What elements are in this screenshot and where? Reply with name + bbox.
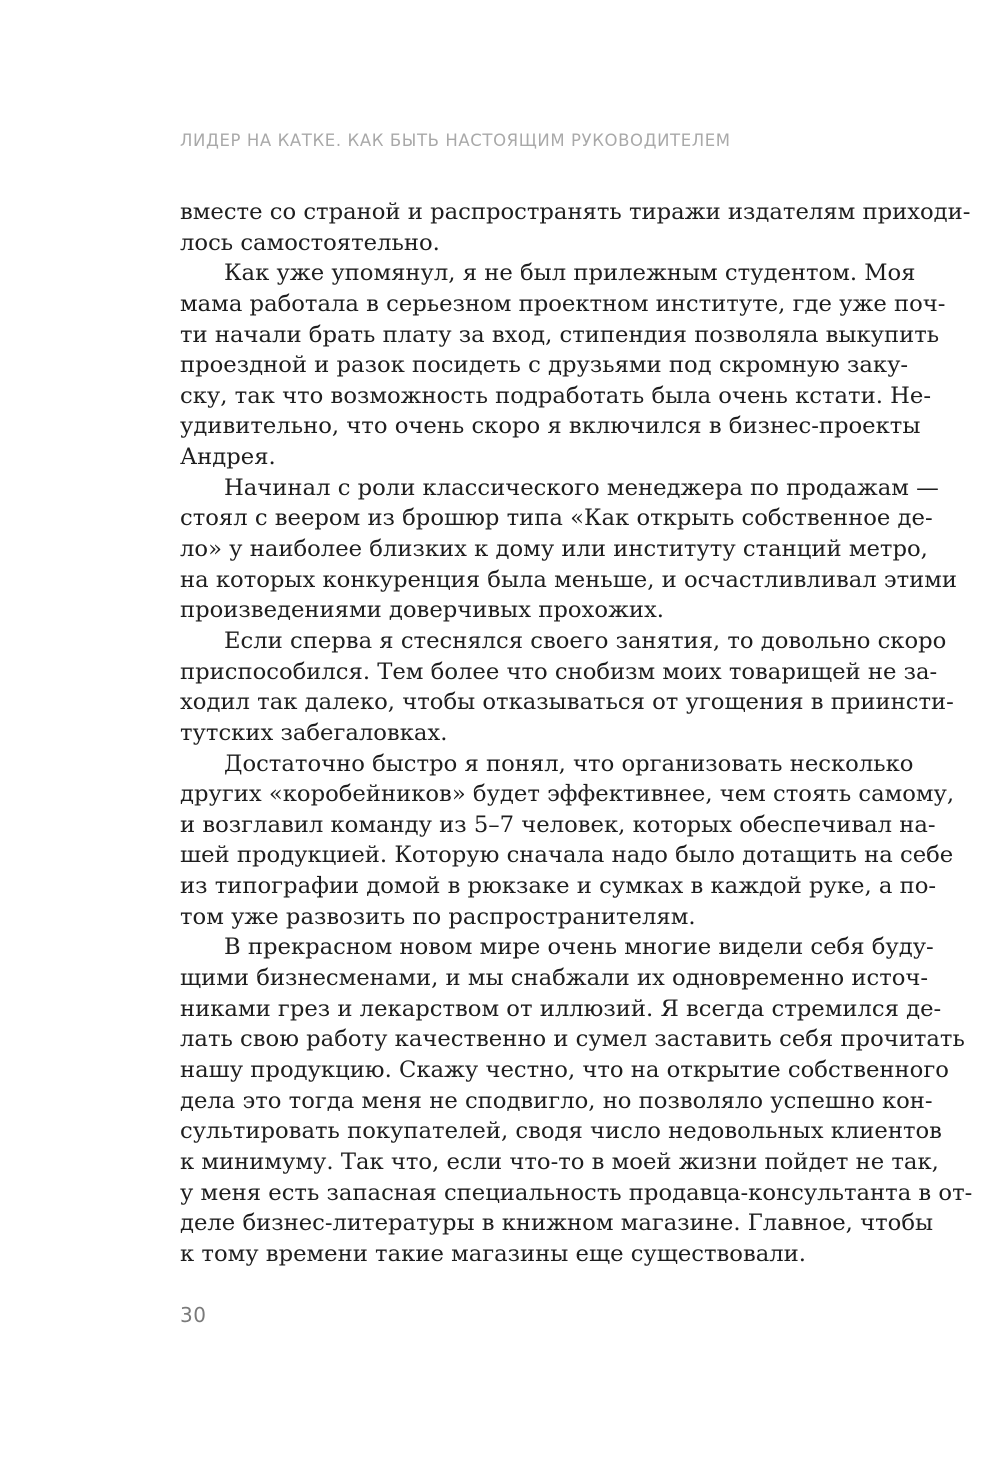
paragraph-first-line: Достаточно быстро я понял, что организовать несколько: [224, 750, 914, 777]
text-line: ти начали брать плату за вход, стипендия позволяла выкупить: [180, 321, 940, 348]
text-line: дела это тогда меня не сподвигло, но позволяло успешно кон-: [180, 1087, 933, 1114]
text-line: и возглавил команду из 5–7 человек, которых обеспечивал на-: [180, 811, 936, 838]
text-line: шей продукцией. Которую сначала надо было дотащить на себе: [180, 842, 954, 869]
text-line: деле бизнес-литературы в книжном магазине. Главное, чтобы: [180, 1210, 934, 1237]
text-line: приспособился. Тем более что снобизм моих товарищей не за-: [180, 658, 938, 685]
text-line: лать свою работу качественно и сумел заставить себя прочитать: [180, 1026, 965, 1053]
text-line: нашу продукцию. Скажу честно, что на открытие собственного: [180, 1056, 949, 1083]
paragraph-first-line: Если сперва я стеснялся своего занятия, то довольно скоро: [224, 627, 947, 654]
text-line: ло» у наиболее близких к дому или институту станций метро,: [180, 536, 928, 563]
text-line: из типографии домой в рюкзаке и сумках в каждой руке, а по-: [180, 873, 937, 900]
paragraph-first-line: Начинал с роли классического менеджера по продажам —: [224, 474, 939, 501]
text-line: ходил так далеко, чтобы отказываться от угощения в приинсти-: [180, 689, 954, 716]
text-line: ску, так что возможность подработать была очень кстати. Не-: [180, 382, 932, 409]
text-line: к минимуму. Так что, если что-то в моей жизни пойдет не так,: [180, 1148, 939, 1175]
text-line: на которых конкуренция была меньше, и осчастливливал этими: [180, 566, 958, 593]
body-text: [180, 197, 973, 1269]
text-line: сультировать покупателей, сводя число недовольных клиентов: [180, 1118, 942, 1145]
text-line: мама работала в серьезном проектном институте, где уже поч-: [180, 290, 946, 317]
paragraph-first-line: Как уже упомянул, я не был прилежным студентом. Моя: [224, 260, 916, 287]
text-line: Андрея.: [180, 444, 276, 471]
text-line: проездной и разок посидеть с друзьями под скромную заку-: [180, 352, 909, 379]
text-line: произведениями доверчивых прохожих.: [180, 597, 664, 624]
text-line: вместе со страной и распространять тиражи издателям приходи-: [180, 199, 971, 225]
text-line: том уже развозить по распространителям.: [180, 903, 696, 930]
paragraph-first-line: В прекрасном новом мире очень многие видели себя буду-: [224, 934, 934, 961]
text-line: удивительно, что очень скоро я включился в бизнес-проекты: [180, 413, 921, 440]
text-line: у меня есть запасная специальность продавца-консультанта в от-: [180, 1179, 973, 1206]
text-line: никами грез и лекарством от иллюзий. Я всегда стремился де-: [180, 995, 942, 1022]
page-number: 30: [180, 1303, 207, 1327]
text-line: щими бизнесменами, и мы снабжали их одновременно источ-: [180, 965, 929, 992]
text-line: лось самостоятельно.: [180, 229, 440, 256]
text-line: стоял с веером из брошюр типа «Как открыть собственное де-: [180, 505, 933, 532]
text-line: других «коробейников» будет эффективнее, чем стоять самому,: [180, 781, 955, 808]
text-line: тутских забегаловках.: [180, 719, 448, 746]
text-line: к тому времени такие магазины еще существовали.: [180, 1240, 807, 1267]
running-header: ЛИДЕР НА КАТКЕ. КАК БЫТЬ НАСТОЯЩИМ РУКОВОДИТЕЛЕМ: [180, 131, 731, 150]
